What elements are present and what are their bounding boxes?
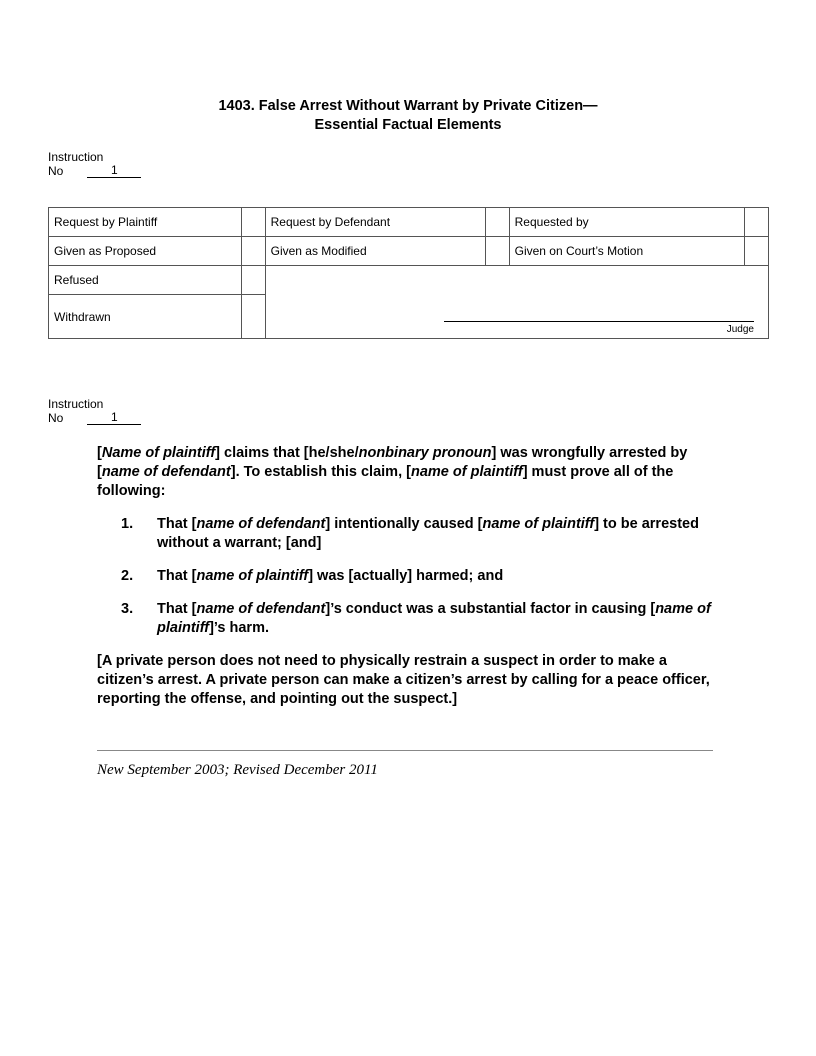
no-value: 1 (87, 164, 141, 178)
request-by-defendant-label: Request by Defendant (265, 208, 485, 237)
title-line-1: 1403. False Arrest Without Warrant by Private Citizen— (218, 98, 598, 114)
history-note: New September 2003; Revised December 2011 (97, 762, 378, 778)
judge-signature-line (444, 321, 754, 322)
no-label: No (48, 164, 64, 178)
list-item: 2. That [name of plaintiff] was [actually] harmed; and (121, 568, 504, 584)
request-table (48, 207, 769, 339)
refused-box[interactable] (241, 266, 265, 295)
bracketed-note: [A private person does not need to physically restrain a suspect in order to make a citizen’s arrest. A private person can make a citizen’s arrest by calling for a peace officer, reporting the offense, and pointing out the suspect.] (97, 653, 710, 707)
title-line-2: Essential Factual Elements (314, 117, 502, 133)
given-as-modified-label: Given as Modified (265, 237, 485, 266)
given-as-modified-box[interactable] (485, 237, 509, 266)
instruction-label: Instruction (48, 397, 104, 411)
no-label: No (48, 411, 64, 425)
instruction-number-block-2 (48, 397, 141, 425)
judge-label: Judge (726, 324, 754, 335)
no-value: 1 (87, 411, 141, 425)
instruction-label: Instruction (48, 150, 104, 164)
given-on-courts-motion-label: Given on Court’s Motion (509, 237, 744, 266)
given-on-courts-motion-box[interactable] (745, 237, 769, 266)
list-item: 3. That [name of defendant]’s conduct was a substantial factor in causing [name of plaintiff]’s harm. (121, 601, 711, 636)
elements-list (97, 515, 727, 638)
refused-label: Refused (49, 266, 242, 295)
instruction-body (97, 444, 727, 709)
list-item: 1. That [name of defendant] intentionally caused [name of plaintiff] to be arrested without a warrant; [and] (121, 516, 699, 551)
requested-by-box[interactable] (745, 208, 769, 237)
withdrawn-box[interactable] (241, 295, 265, 339)
withdrawn-label: Withdrawn (49, 295, 242, 339)
given-as-proposed-label: Given as Proposed (49, 237, 242, 266)
judge-signature-cell[interactable] (265, 266, 768, 339)
instruction-number-block-1 (48, 150, 141, 178)
request-by-plaintiff-box[interactable] (241, 208, 265, 237)
divider (97, 750, 713, 751)
requested-by-label: Requested by (509, 208, 744, 237)
instruction-title (0, 97, 816, 135)
request-by-plaintiff-label: Request by Plaintiff (49, 208, 242, 237)
given-as-proposed-box[interactable] (241, 237, 265, 266)
request-by-defendant-box[interactable] (485, 208, 509, 237)
intro-paragraph: [Name of plaintiff] claims that [he/she/nonbinary pronoun] was wrongfully arrested by [name of defendant]. To establish this claim, [name of plaintiff] must prove all of the following: (97, 445, 688, 499)
